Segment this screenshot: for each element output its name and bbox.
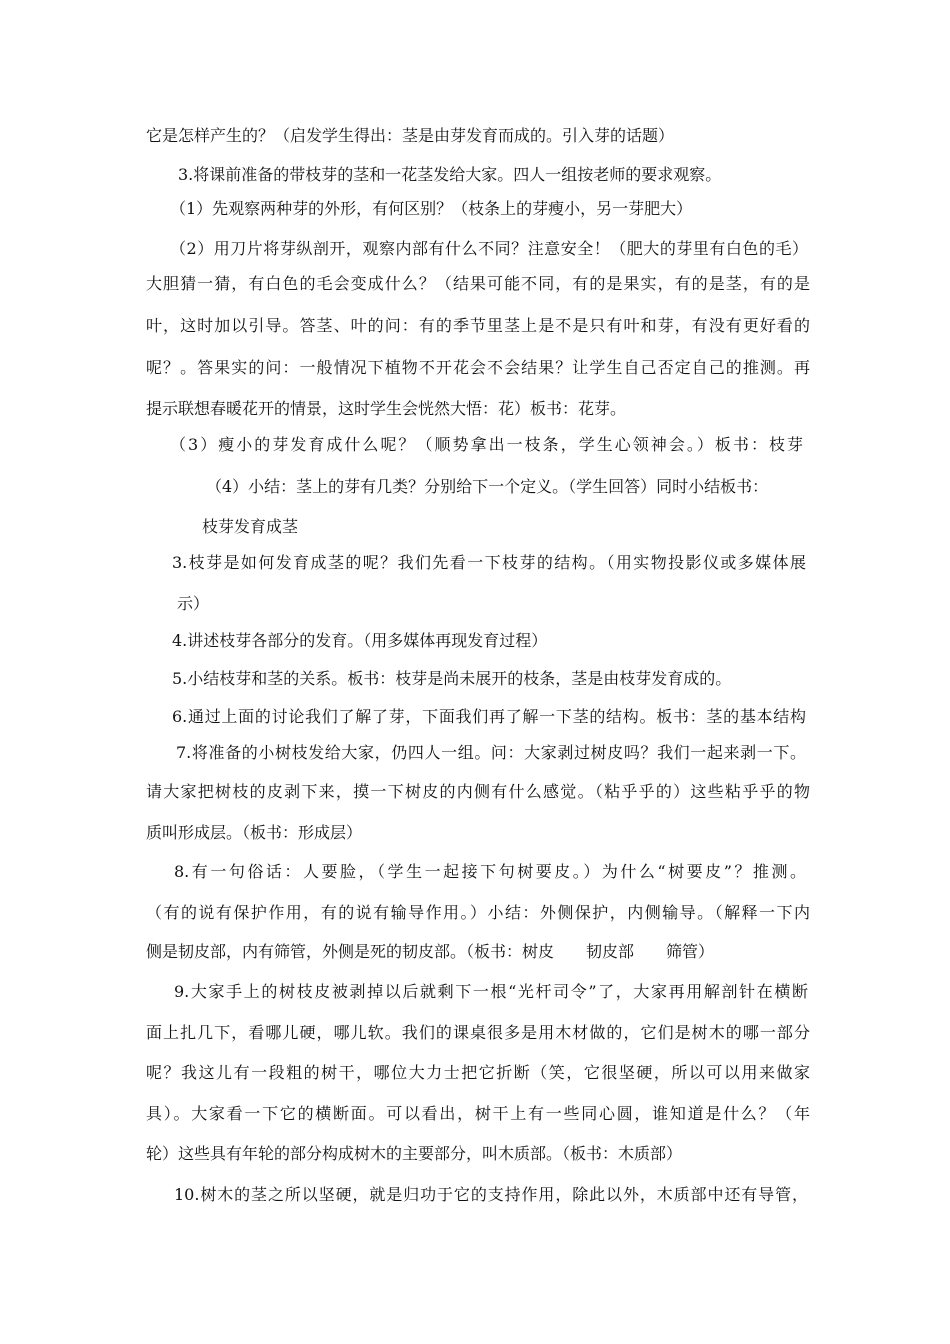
- text-line: 提示联想春暖花开的情景，这时学生会恍然大悟：花）板书：花芽。: [146, 399, 627, 418]
- text-line: 侧是韧皮部，内有筛管，外侧是死的韧皮部。（板书：树皮 韧皮部 筛管）: [146, 942, 715, 961]
- text-line: 示）: [177, 594, 210, 613]
- text-line: （3）瘦小的芽发育成什么呢？（顺势拿出一枝条，学生心领神会。）板书：枝芽: [170, 435, 803, 454]
- text-line: （4）小结：茎上的芽有几类？分别给下一个定义。（学生回答）同时小结板书：: [206, 477, 769, 496]
- text-line: 请大家把树枝的皮剥下来，摸一下树皮的内侧有什么感觉。（粘乎乎的）这些粘乎乎的物: [146, 782, 810, 801]
- text-line: 3.将课前准备的带枝芽的茎和一花茎发给大家。四人一组按老师的要求观察。: [178, 165, 722, 184]
- text-line: 枝芽发育成茎: [202, 517, 299, 536]
- text-line: 呢？我这儿有一段粗的树干，哪位大力士把它折断（笑，它很坚硬，所以可以用来做家: [146, 1063, 810, 1082]
- text-line: 呢？。答果实的问：一般情况下植物不开花会不会结果？让学生自己否定自己的推测。再: [146, 358, 810, 377]
- text-line: 面上扎几下，看哪儿硬，哪儿软。我们的课桌很多是用木材做的，它们是树木的哪一部分: [146, 1023, 810, 1042]
- text-line: 大胆猜一猜，有白色的毛会变成什么？（结果可能不同，有的是果实，有的是茎，有的是: [146, 274, 810, 293]
- text-line: 质叫形成层。（板书：形成层）: [146, 823, 363, 842]
- text-line: 9.大家手上的树枝皮被剥掉以后就剩下一根“光杆司令”了，大家再用解剖针在横断: [174, 982, 808, 1001]
- text-line: 3.枝芽是如何发育成茎的呢？我们先看一下枝芽的结构。（用实物投影仪或多媒体展: [172, 553, 806, 572]
- text-line: 10.树木的茎之所以坚硬，就是归功于它的支持作用，除此以外，木质部中还有导管，: [174, 1185, 808, 1204]
- text-line: 8.有一句俗话：人要脸，（学生一起接下句树要皮。）为什么“树要皮”？推测。: [174, 862, 806, 881]
- text-line: 7.将准备的小树枝发给大家，仍四人一组。问：大家剥过树皮吗？我们一起来剥一下。: [176, 743, 806, 762]
- text-line: 叶，这时加以引导。答茎、叶的问：有的季节里茎上是不是只有叶和芽，有没有更好看的: [146, 316, 810, 335]
- text-line: 轮）这些具有年轮的部分构成树木的主要部分，叫木质部。（板书：木质部）: [146, 1144, 683, 1163]
- text-line: （有的说有保护作用，有的说有输导作用。）小结：外侧保护，内侧输导。（解释一下内: [146, 903, 810, 922]
- text-line: 它是怎样产生的？（启发学生得出：茎是由芽发育而成的。引入芽的话题）: [146, 126, 675, 145]
- text-line: 6.通过上面的讨论我们了解了芽，下面我们再了解一下茎的结构。板书：茎的基本结构: [172, 707, 806, 726]
- text-line: 5.小结枝芽和茎的关系。板书：枝芽是尚未展开的枝条，茎是由枝芽发育成的。: [172, 669, 732, 688]
- text-line: 具）。大家看一下它的横断面。可以看出，树干上有一些同心圆，谁知道是什么？（年: [146, 1104, 810, 1123]
- text-line: 4.讲述枝芽各部分的发育。（用多媒体再现发育过程）: [172, 631, 548, 650]
- text-line: （1）先观察两种芽的外形，有何区别？（枝条上的芽瘦小，另一芽肥大）: [170, 199, 693, 218]
- text-line: （2）用刀片将芽纵剖开，观察内部有什么不同？注意安全！（肥大的芽里有白色的毛）: [170, 239, 808, 258]
